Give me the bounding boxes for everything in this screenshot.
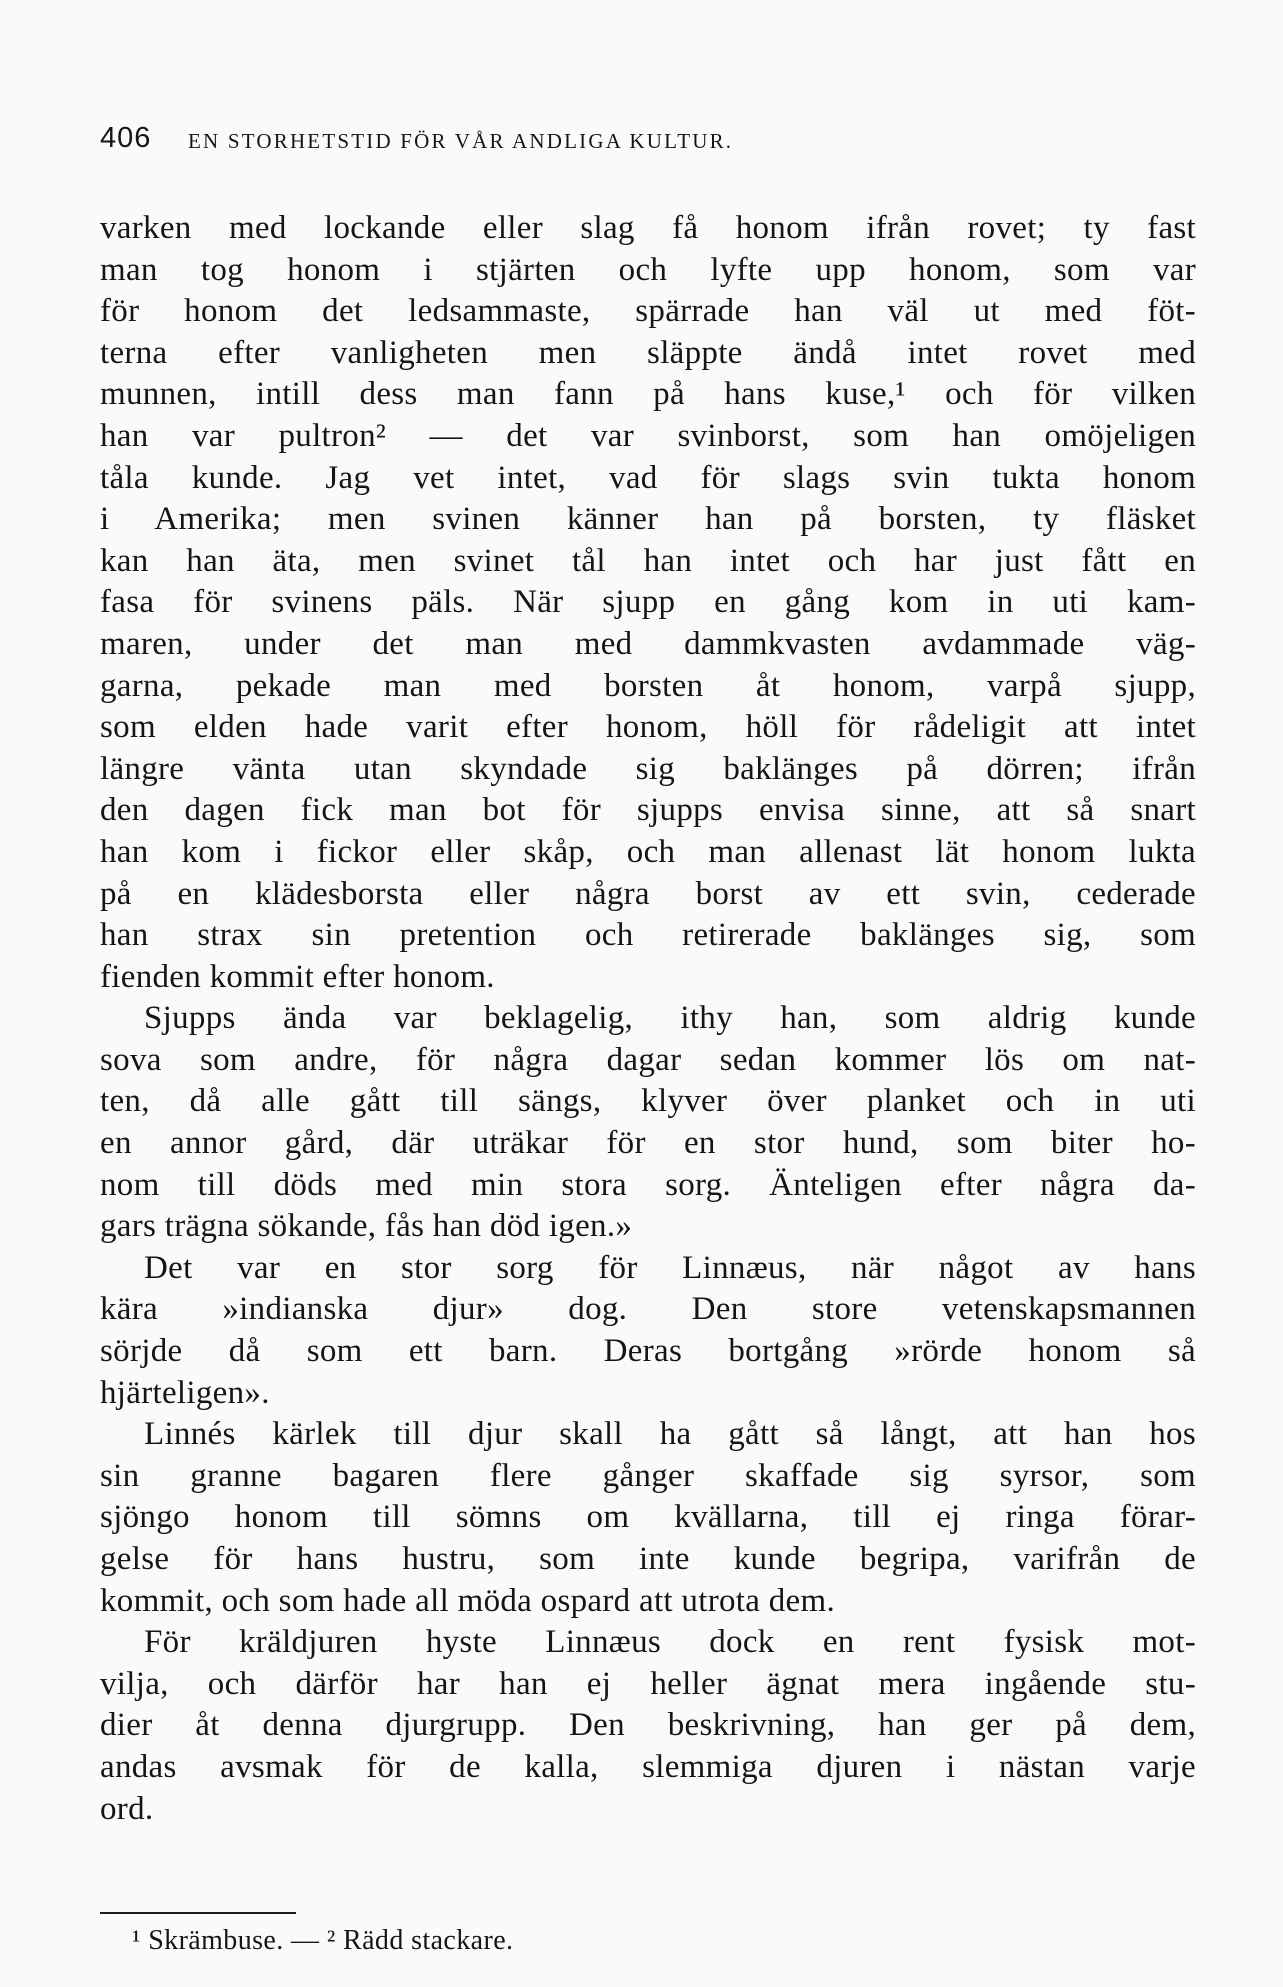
text-line: vilja, och därför har han ej heller ägnat mera ingående stu- <box>100 1665 1196 1702</box>
text-line: fienden kommit efter honom. <box>100 958 495 995</box>
text-line: ord. <box>100 1790 154 1827</box>
text-line: gars trägna sökande, fås han död igen.» <box>100 1208 633 1245</box>
page-header <box>100 122 1190 162</box>
page-number: 406 <box>100 122 152 154</box>
text-line: hjärteligen». <box>100 1374 270 1411</box>
text-line: ten, då alle gått till sängs, klyver över planket och in uti <box>100 1083 1196 1120</box>
text-line: för honom det ledsammaste, spärrade han väl ut med föt- <box>100 293 1196 330</box>
text-line: han var pultron² — det var svinborst, som han omöjeligen <box>100 417 1196 454</box>
running-head: EN STORHETSTID FÖR VÅR ANDLIGA KULTUR. <box>188 129 734 153</box>
text-line: andas avsmak för de kalla, slemmiga djuren i nästan varje <box>100 1748 1196 1785</box>
text-line: gelse för hans hustru, som inte kunde begripa, varifrån de <box>100 1541 1196 1577</box>
footnote-divider <box>100 1912 296 1914</box>
text-line: han kom i fickor eller skåp, och man allenast lät honom lukta <box>100 833 1196 870</box>
text-line: den dagen fick man bot för sjupps envisa sinne, att så snart <box>100 792 1196 829</box>
text-line: Linnés kärlek till djur skall ha gått så långt, att han hos <box>144 1416 1196 1453</box>
text-line: dier åt denna djurgrupp. Den beskrivning, han ger på dem, <box>100 1707 1196 1744</box>
text-line: nom till döds med min stora sorg. Änteligen efter några da- <box>100 1166 1196 1203</box>
text-line: För kräldjuren hyste Linnæus dock en rent fysisk mot- <box>144 1624 1196 1661</box>
text-line: garna, pekade man med borsten åt honom, varpå sjupp, <box>100 667 1196 704</box>
text-line: kan han äta, men svinet tål han intet och har just fått en <box>100 542 1196 579</box>
text-line: varken med lockande eller slag få honom ifrån rovet; ty fast <box>100 210 1196 246</box>
text-line: Sjupps ända var beklagelig, ithy han, som aldrig kunde <box>144 1000 1196 1037</box>
text-line: tåla kunde. Jag vet intet, vad för slags svin tukta honom <box>100 459 1196 496</box>
footnotes: ¹ Skrämbuse. — ² Rädd stackare. <box>132 1925 514 1956</box>
text-line: fasa för svinens päls. När sjupp en gång kom in uti kam- <box>100 584 1196 621</box>
text-line: på en klädesborsta eller några borst av ett svin, cederade <box>100 875 1196 912</box>
text-line: Det var en stor sorg för Linnæus, när något av hans <box>144 1249 1196 1286</box>
text-line: längre vänta utan skyndade sig baklänges på dörren; ifrån <box>100 750 1196 787</box>
text-line: man tog honom i stjärten och lyfte upp honom, som var <box>100 251 1196 288</box>
text-line: han strax sin pretention och retirerade baklänges sig, som <box>100 917 1196 954</box>
text-line: kommit, och som hade all möda ospard att utrota dem. <box>100 1582 836 1619</box>
text-line: sin granne bagaren flere gånger skaffade sig syrsor, som <box>100 1457 1196 1494</box>
text-line: terna efter vanligheten men släppte ändå intet rovet med <box>100 334 1196 371</box>
text-line: som elden hade varit efter honom, höll för rådeligit att intet <box>100 709 1196 746</box>
text-line: maren, under det man med dammkvasten avdammade väg- <box>100 625 1196 662</box>
body-text <box>100 208 1196 1830</box>
text-line: munnen, intill dess man fann på hans kuse,¹ och för vilken <box>100 376 1196 413</box>
text-line: kära »indianska djur» dog. Den store vetenskapsmannen <box>100 1291 1196 1328</box>
text-line: i Amerika; men svinen känner han på borsten, ty fläsket <box>100 501 1196 538</box>
text-line: sjöngo honom till sömns om kvällarna, till ej ringa förar- <box>100 1499 1196 1536</box>
text-line: sörjde då som ett barn. Deras bortgång »rörde honom så <box>100 1333 1196 1370</box>
text-line: sova som andre, för några dagar sedan kommer lös om nat- <box>100 1041 1196 1078</box>
text-line: en annor gård, där uträkar för en stor hund, som biter ho- <box>100 1125 1196 1162</box>
